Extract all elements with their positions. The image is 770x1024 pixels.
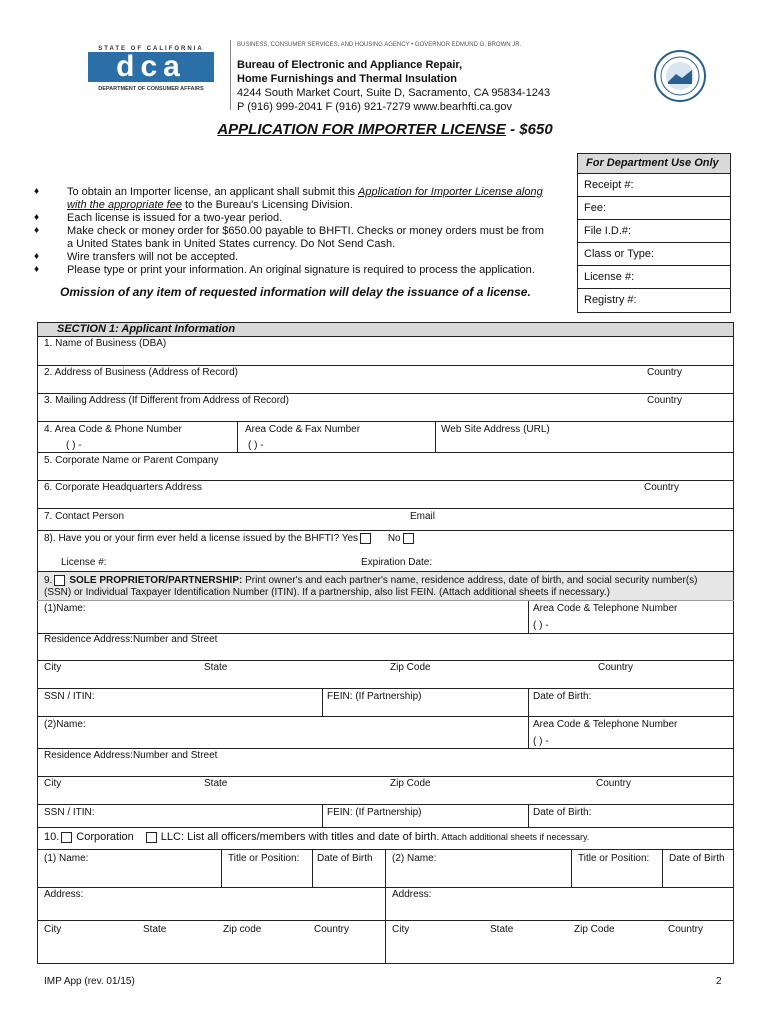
corporation-llc-heading: 10. Corporation LLC: List all officers/members with titles and date of birth. Attach additional sheets if necessary. <box>44 831 590 843</box>
field-expiration-date[interactable]: Expiration Date: <box>361 557 433 568</box>
field-owner1-dob[interactable]: Date of Birth: <box>533 691 592 702</box>
field-business-address[interactable]: 2. Address of Business (Address of Record) <box>44 367 238 378</box>
owner2-phone-format: ( ) - <box>533 736 549 747</box>
sole-proprietor-checkbox[interactable] <box>54 575 65 586</box>
field-phone[interactable]: 4. Area Code & Phone Number <box>44 424 182 435</box>
field-owner1-country[interactable]: Country <box>598 662 634 673</box>
corporation-checkbox[interactable] <box>61 832 72 843</box>
department-field-5: License #: <box>578 266 730 289</box>
phone-format: ( ) - <box>66 440 82 451</box>
field-officer1-country[interactable]: Country <box>314 924 350 935</box>
bureau-address: 4244 South Market Court, Suite D, Sacramento, CA 95834-1243 <box>237 87 551 99</box>
form-title-text: APPLICATION FOR IMPORTER LICENSE <box>217 121 506 138</box>
field-officer2-country[interactable]: Country <box>668 924 704 935</box>
hq-country: Country <box>644 482 680 493</box>
field-owner1-phone[interactable]: Area Code & Telephone Number <box>533 603 678 614</box>
field-owner2-zip[interactable]: Zip Code <box>390 778 431 789</box>
business-address-country: Country <box>647 367 683 378</box>
fax-format: ( ) - <box>248 440 264 451</box>
field-officer2-address[interactable]: Address: <box>392 889 432 900</box>
logo-dept-text: DEPARTMENT OF CONSUMER AFFAIRS <box>98 86 204 92</box>
department-field-2: Fee: <box>578 197 730 220</box>
instruction-5: Please type or print your information. An original signature is required to process the application. <box>67 264 535 276</box>
field-officer1-name[interactable]: (1) Name: <box>44 853 89 864</box>
field-owner2-city[interactable]: City <box>44 778 62 789</box>
page-number: 2 <box>716 976 722 987</box>
bullet-icon: ♦ <box>34 186 40 197</box>
field-officer2-title[interactable]: Title or Position: <box>578 853 650 864</box>
field-owner1-state[interactable]: State <box>204 662 228 673</box>
field-prior-license-number[interactable]: License #: <box>61 557 107 568</box>
field-officer1-title[interactable]: Title or Position: <box>228 853 300 864</box>
bureau-name-line2: Home Furnishings and Thermal Insulation <box>237 73 458 85</box>
field-fax[interactable]: Area Code & Fax Number <box>245 424 361 435</box>
department-field-6: Registry #: <box>584 294 637 306</box>
department-field-3: File I.D.#: <box>578 220 730 243</box>
field-officer2-city[interactable]: City <box>392 924 410 935</box>
field-owner1-zip[interactable]: Zip Code <box>390 662 431 673</box>
field-owner2-dob[interactable]: Date of Birth: <box>533 807 592 818</box>
department-use-box <box>577 153 731 313</box>
field-email[interactable]: Email <box>410 511 436 522</box>
form-title-fee: - $650 <box>510 121 553 138</box>
sole-proprietor-instructions: (SSN) or Individual Taxpayer Identification Number (ITIN). If a partnership, also list FEIN. (Attach additional sheets if necessary.) <box>44 587 610 598</box>
field-corporate-name[interactable]: 5. Corporate Name or Parent Company <box>44 455 219 466</box>
mailing-address-country: Country <box>647 395 683 406</box>
field-officer1-city[interactable]: City <box>44 924 62 935</box>
field-owner1-residence[interactable]: Residence Address:Number and Street <box>44 634 218 645</box>
no-checkbox[interactable] <box>403 533 414 544</box>
field-owner2-phone[interactable]: Area Code & Telephone Number <box>533 719 678 730</box>
dca-logo <box>86 46 216 96</box>
form-revision: IMP App (rev. 01/15) <box>44 976 135 987</box>
instruction-1-cont: with the appropriate fee to the Bureau's Licensing Division. <box>67 199 353 211</box>
omission-warning: Omission of any item of requested information will delay the issuance of a license. <box>60 285 531 299</box>
field-owner2-state[interactable]: State <box>204 778 228 789</box>
field-owner2-fein[interactable]: FEIN: (If Partnership) <box>327 807 422 818</box>
field-officer2-zip[interactable]: Zip Code <box>574 924 615 935</box>
field-owner1-city[interactable]: City <box>44 662 62 673</box>
department-use-heading: For Department Use Only <box>578 154 730 174</box>
sole-proprietor-heading: 9. SOLE PROPRIETOR/PARTNERSHIP: Print owner's and each partner's name, residence address, date of birth, and social security number(s) <box>44 575 698 587</box>
bureau-name-line1: Bureau of Electronic and Appliance Repair, <box>237 59 463 71</box>
prior-license-question: 8). Have you or your firm ever held a license issued by the BHFTI? Yes No <box>44 533 418 544</box>
field-owner2-ssn[interactable]: SSN / ITIN: <box>44 807 95 818</box>
instruction-4: Wire transfers will not be accepted. <box>67 251 239 263</box>
form-title <box>0 121 770 138</box>
field-officer2-dob[interactable]: Date of Birth <box>669 853 725 864</box>
section-1-title: SECTION 1: Applicant Information <box>57 323 236 335</box>
field-owner2-country[interactable]: Country <box>596 778 632 789</box>
field-mailing-address[interactable]: 3. Mailing Address (If Different from Address of Record) <box>44 395 289 406</box>
field-owner2-name[interactable]: (2)Name: <box>44 719 86 730</box>
field-officer1-address[interactable]: Address: <box>44 889 84 900</box>
field-officer1-dob[interactable]: Date of Birth <box>317 853 373 864</box>
department-field-1: Receipt #: <box>578 174 730 197</box>
field-hq-address[interactable]: 6. Corporate Headquarters Address <box>44 482 202 493</box>
bureau-contact: P (916) 999-2041 F (916) 921-7279 www.bearhfti.ca.gov <box>237 101 512 113</box>
instruction-1: To obtain an Importer license, an applicant shall submit this Application for Importer License along <box>67 186 543 198</box>
bullet-icon: ♦ <box>34 212 40 223</box>
bullet-icon: ♦ <box>34 225 40 236</box>
field-officer1-state[interactable]: State <box>143 924 167 935</box>
logo-mark: dca <box>88 52 214 82</box>
field-contact-person[interactable]: 7. Contact Person <box>44 511 125 522</box>
field-business-name[interactable]: 1. Name of Business (DBA) <box>44 338 167 349</box>
field-officer2-state[interactable]: State <box>490 924 514 935</box>
yes-checkbox[interactable] <box>360 533 371 544</box>
field-owner2-residence[interactable]: Residence Address:Number and Street <box>44 750 218 761</box>
logo-state-text: STATE OF CALIFORNIA <box>98 46 204 52</box>
state-seal <box>654 50 706 102</box>
field-owner1-name[interactable]: (1)Name: <box>44 603 86 614</box>
field-website[interactable]: Web Site Address (URL) <box>441 424 550 435</box>
bullet-icon: ♦ <box>34 264 40 275</box>
agency-line: BUSINESS, CONSUMER SERVICES, AND HOUSING AGENCY • GOVERNOR EDMUND G. BROWN JR. <box>237 42 522 48</box>
llc-checkbox[interactable] <box>146 832 157 843</box>
header-divider <box>230 40 231 110</box>
instruction-2: Each license is issued for a two-year period. <box>67 212 283 224</box>
instruction-3: Make check or money order for $650.00 payable to BHFTI. Checks or money orders must be from <box>67 225 544 237</box>
department-field-4: Class or Type: <box>578 243 730 266</box>
bullet-icon: ♦ <box>34 251 40 262</box>
field-officer2-name[interactable]: (2) Name: <box>392 853 437 864</box>
instruction-3-cont: a United States bank in United States currency. Do Not Send Cash. <box>67 238 396 250</box>
field-officer1-zip[interactable]: Zip code <box>223 924 262 935</box>
field-owner1-fein[interactable]: FEIN: (If Partnership) <box>327 691 422 702</box>
owner1-phone-format: ( ) - <box>533 620 549 631</box>
field-owner1-ssn[interactable]: SSN / ITIN: <box>44 691 95 702</box>
